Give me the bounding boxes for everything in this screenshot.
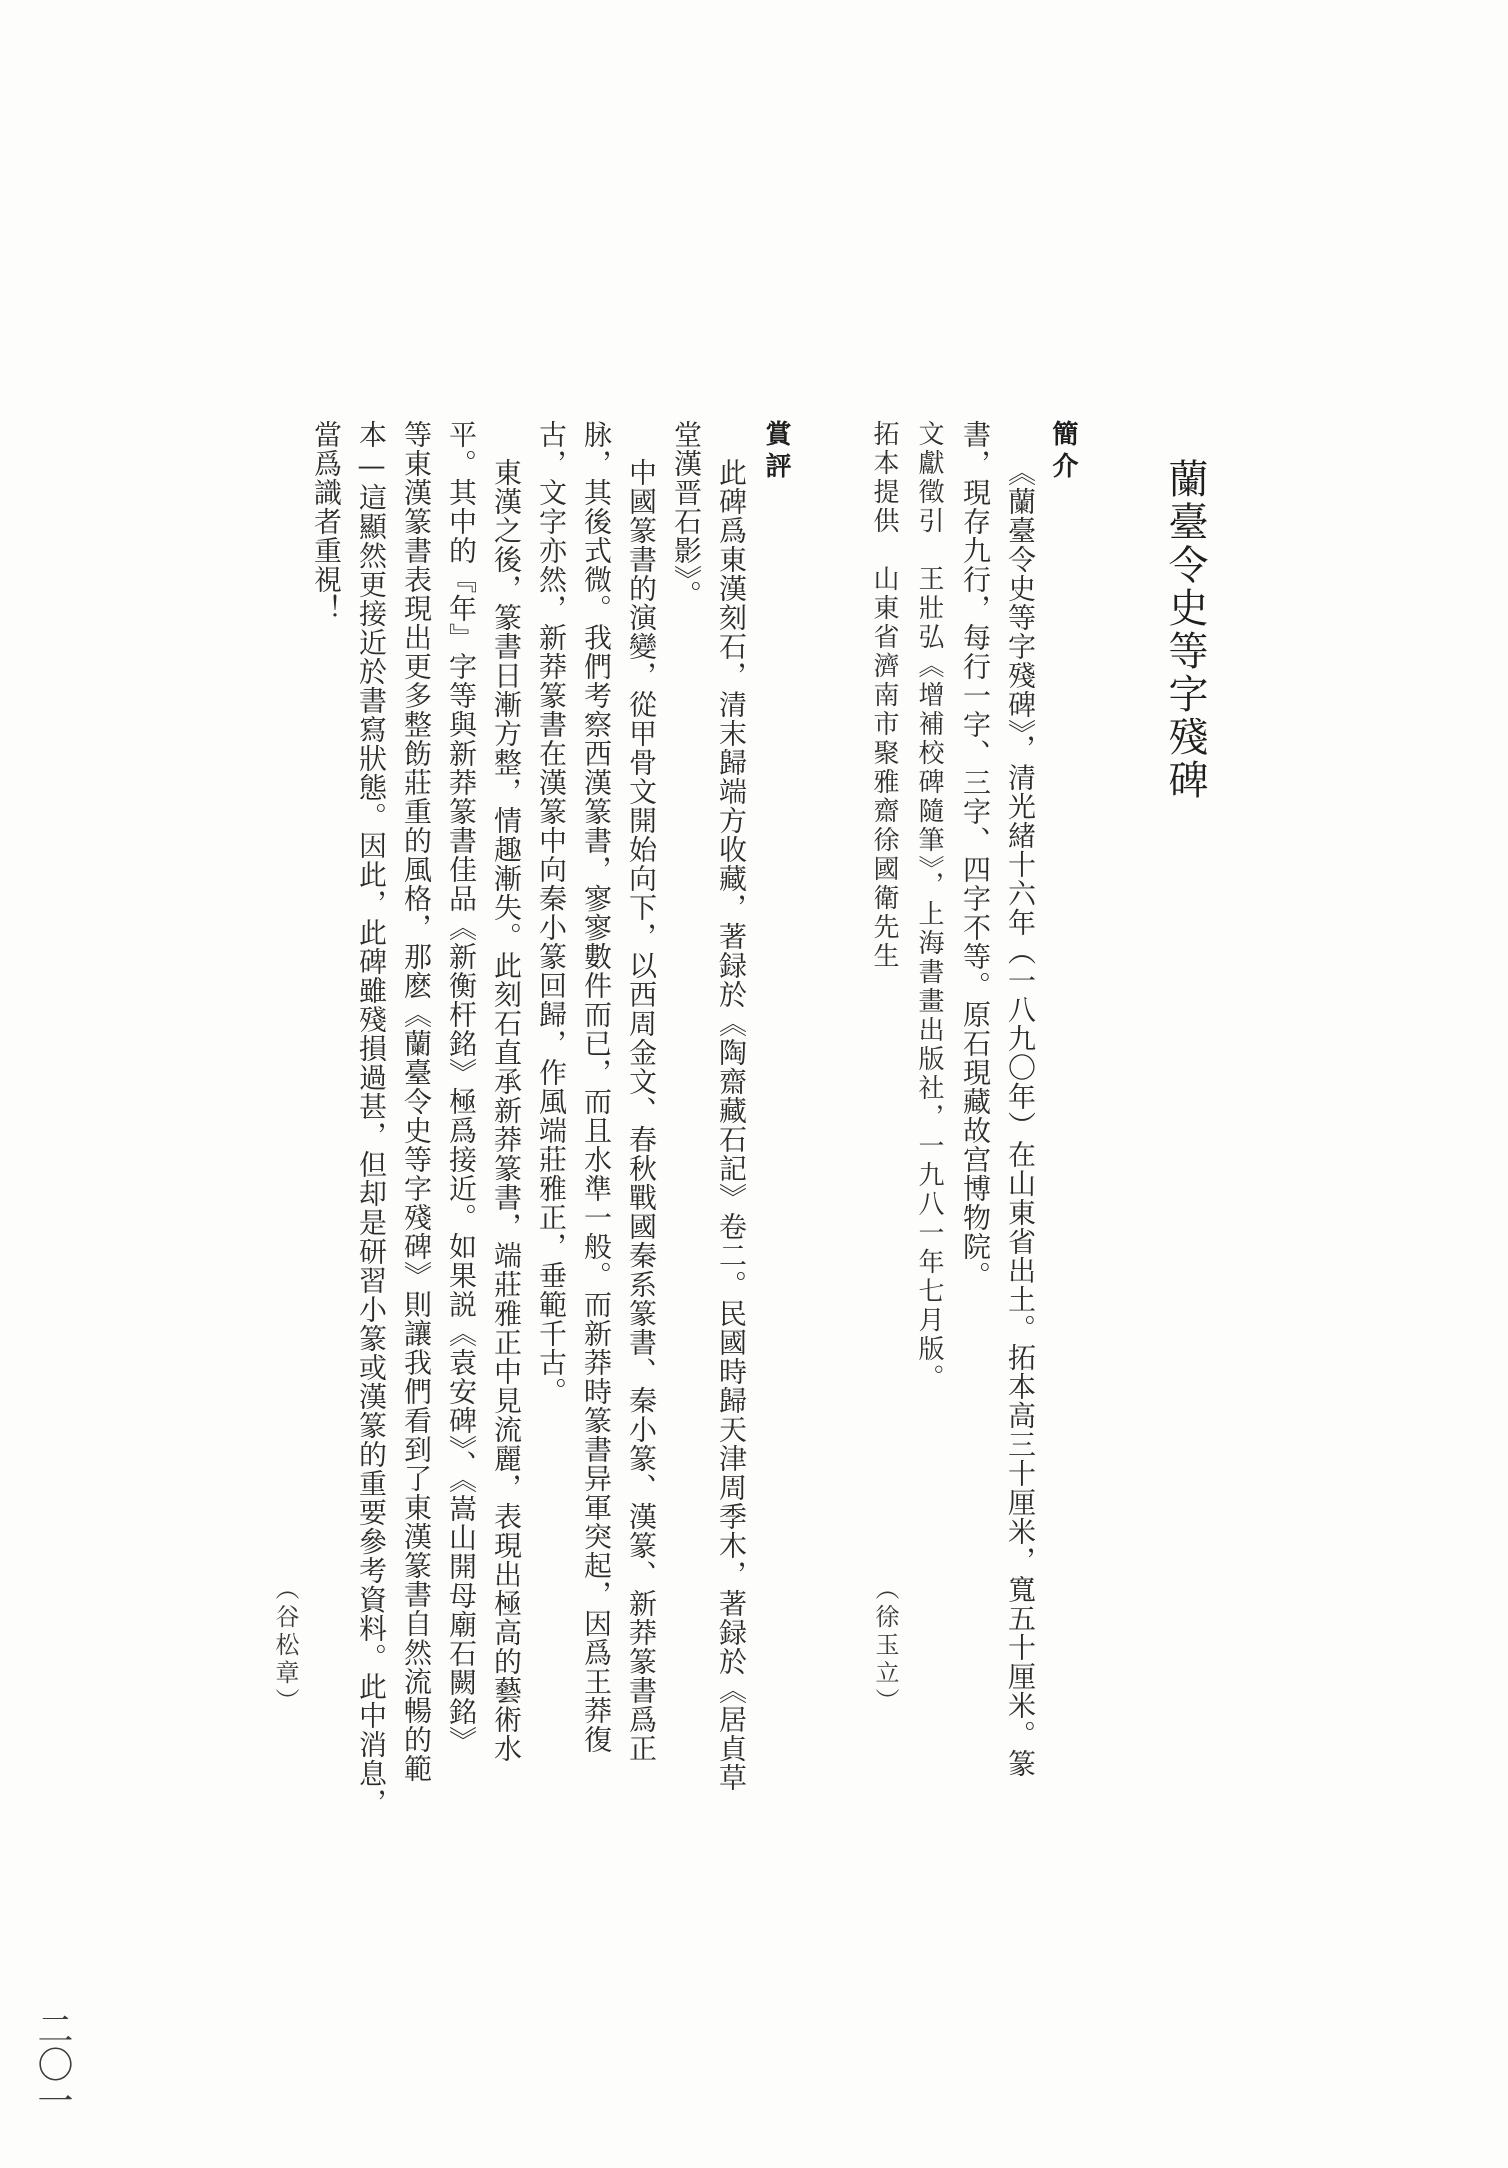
review-signature: （谷松章） [271, 1576, 299, 1716]
review-line-7: 平。其中的『年』字等與新莽篆書佳品《新衡杆銘》極爲接近。如果説《袁安碑》、《嵩山開母廟石闕銘》 [445, 420, 478, 1755]
review-line-4: 脉，其後式微。我們考察西漢篆書，寥寥數件而已，而且水準一般。而新莽時篆書异軍突起，因爲王莽復 [580, 420, 613, 1754]
page-number: 二〇一 [32, 2010, 73, 2118]
review-line-3: 中國篆書的演變，從甲骨文開始向下，以西周金文、春秋戰國秦系篆書、秦小篆、漢篆、新莽篆書爲正 [625, 458, 658, 1763]
review-line-6: 東漢之後，篆書日漸方整，情趣漸失。此刻石直承新莽篆書，端莊雅正中見流麗，表現出極高的藝術水 [490, 458, 523, 1763]
review-line-1: 此碑爲東漢刻石，清末歸端方收藏，著録於《陶齋藏石記》卷二。民國時歸天津周季木，著録於《居貞草 [715, 458, 748, 1792]
review-line-10: 當爲識者重視！ [310, 420, 343, 623]
intro-line-2: 書，現存九行，每行一字、三字、四字不等。原石現藏故宫博物院。 [959, 420, 992, 1290]
review-line-5: 古，文字亦然，新莽篆書在漢篆中向秦小篆回歸，作風端莊雅正，垂範千古。 [535, 420, 568, 1406]
intro-reference: 文獻徵引 王壯弘《增補校碑隨筆》，上海書畫出版社，一九八一年七月版。 [914, 420, 944, 1393]
intro-provider: 拓本提供 山東省濟南市聚雅齋徐國衛先生 [869, 420, 899, 971]
review-heading: 賞評 [761, 420, 791, 484]
page-title: 蘭臺令史等字殘碑 [1162, 458, 1208, 802]
review-line-8: 等東漢篆書表現出更多整飭莊重的風格，那麽《蘭臺令史等字殘碑》則讓我們看到了東漢篆書自然流暢的範 [400, 420, 433, 1783]
review-line-9: 本—這顯然更接近於書寫狀態。因此，此碑雖殘損過甚，但却是研習小篆或漢篆的重要參考資料。此中消息， [355, 420, 388, 1817]
intro-line-1: 《蘭臺令史等字殘碑》，清光緒十六年（一八九〇年）在山東省出土。拓本高三十厘米，寬五十厘米。篆 [1004, 458, 1037, 1778]
review-line-2: 堂漢晋石影》。 [670, 420, 703, 609]
intro-signature: （徐玉立） [871, 1576, 899, 1716]
intro-heading: 簡介 [1048, 420, 1078, 484]
